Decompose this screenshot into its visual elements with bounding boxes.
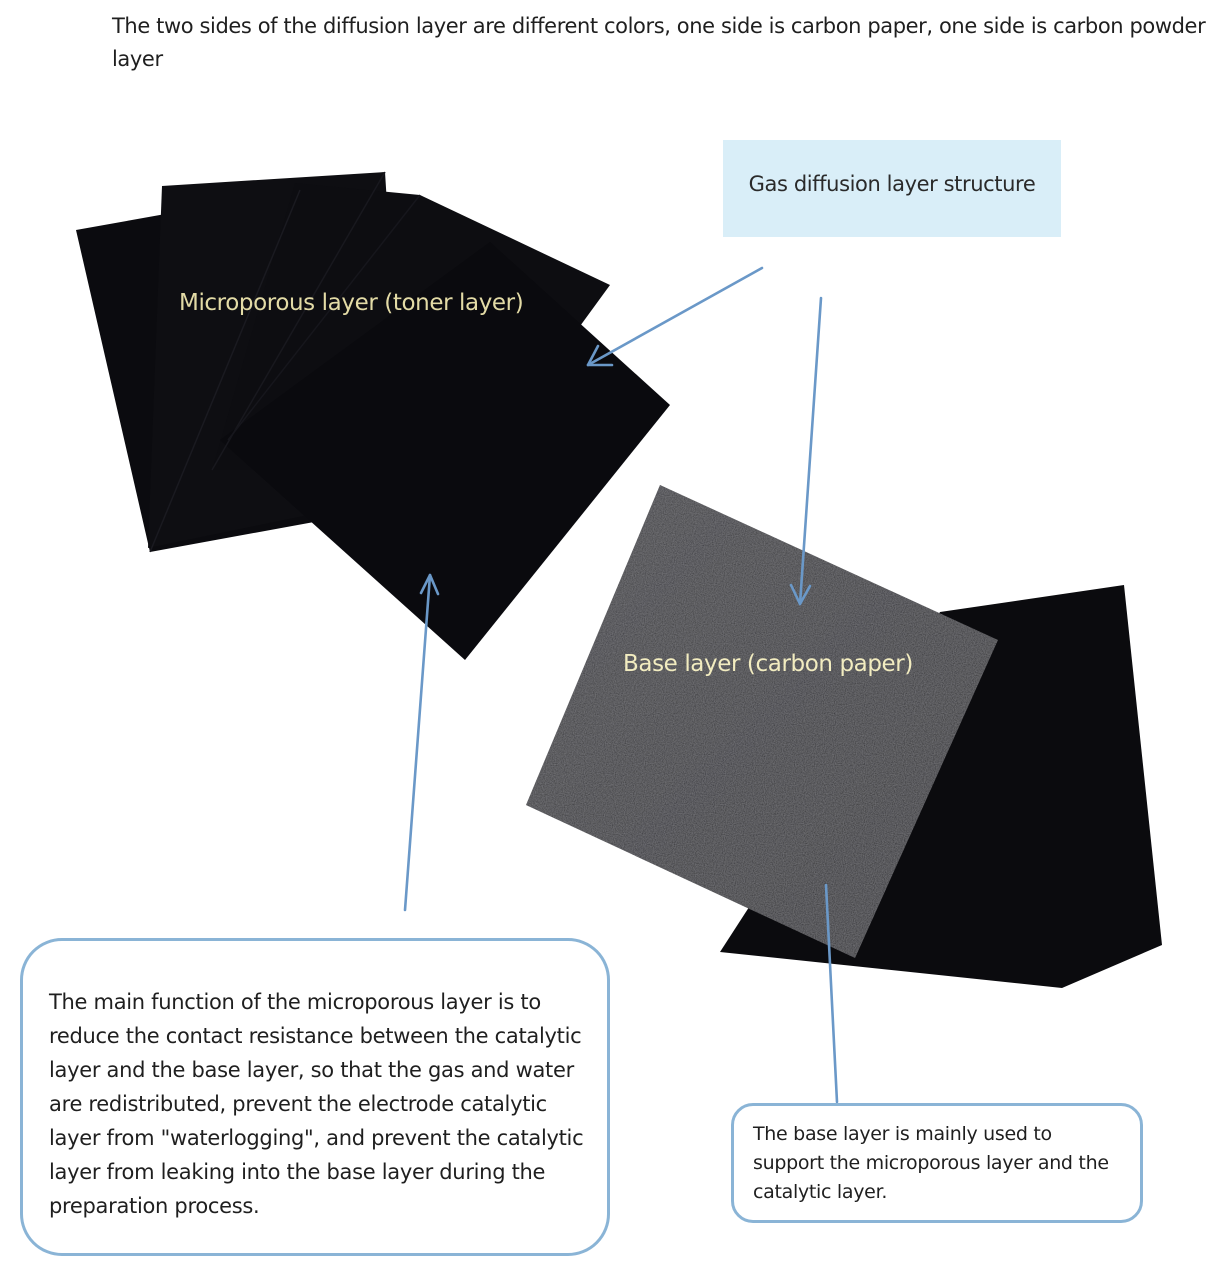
base-layer-label: Base layer (carbon paper) — [623, 651, 913, 677]
diagram-title: Gas diffusion layer structure — [723, 140, 1061, 237]
arrow-to-microporous-sheet — [588, 268, 762, 365]
microporous-layer-label: Microporous layer (toner layer) — [179, 290, 524, 316]
base-function-text: The base layer is mainly used to support the microporous layer and the catalytic layer. — [753, 1123, 1109, 1203]
header-caption: The two sides of the diffusion layer are different colors, one side is carbon paper, one side is carbon powder layer — [112, 14, 1206, 71]
base-layer-sheets — [526, 485, 1162, 988]
microporous-sheet-stack — [76, 172, 670, 660]
base-function-callout — [731, 1103, 1143, 1223]
microporous-function-text: The main function of the microporous layer is to reduce the contact resistance between the catalytic layer and the base layer, so that the gas and water are redistributed, prevent the electrode catalytic layer from "waterlogging", and prevent the catalytic layer from leaking into the base layer during the preparation process. — [49, 990, 584, 1218]
microporous-function-callout — [20, 938, 610, 1256]
